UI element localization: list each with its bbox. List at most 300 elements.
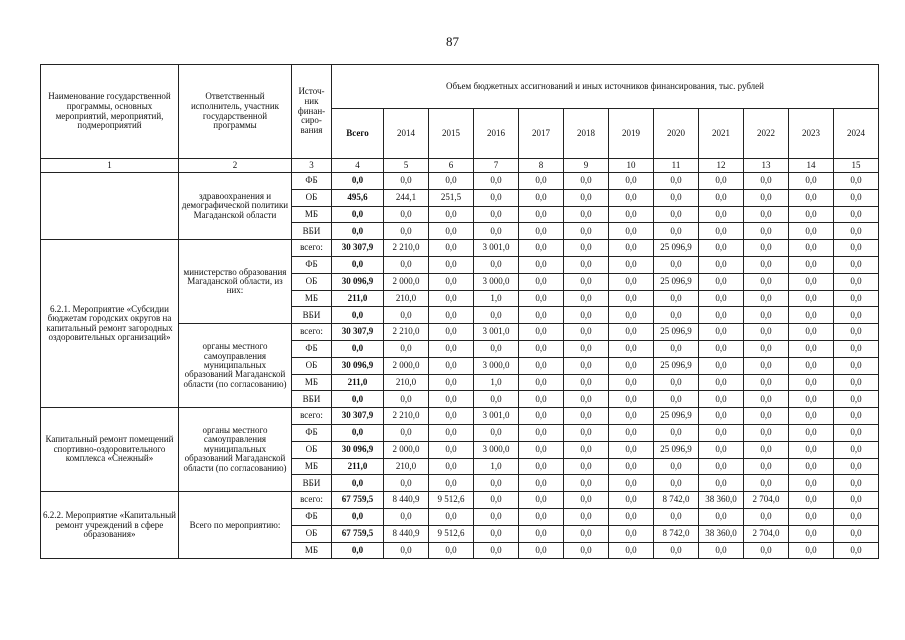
- year-value-cell: 0,0: [654, 391, 699, 408]
- year-value-cell: 2 000,0: [384, 273, 429, 290]
- year-value-cell: 0,0: [474, 307, 519, 324]
- year-value-cell: 0,0: [519, 508, 564, 525]
- year-value-cell: 0,0: [789, 492, 834, 509]
- year-value-cell: 0,0: [384, 173, 429, 190]
- total-value-cell: 30 307,9: [332, 324, 384, 341]
- year-value-cell: 0,0: [834, 508, 879, 525]
- year-value-cell: 0,0: [789, 508, 834, 525]
- header-year: 2014: [384, 109, 429, 159]
- year-value-cell: 0,0: [789, 273, 834, 290]
- year-value-cell: 0,0: [654, 189, 699, 206]
- year-value-cell: 0,0: [789, 525, 834, 542]
- year-value-cell: 0,0: [564, 408, 609, 425]
- year-value-cell: 0,0: [384, 340, 429, 357]
- year-value-cell: 25 096,9: [654, 240, 699, 257]
- year-value-cell: 0,0: [429, 391, 474, 408]
- year-value-cell: 0,0: [384, 424, 429, 441]
- header-year: 2023: [789, 109, 834, 159]
- year-value-cell: 0,0: [834, 307, 879, 324]
- year-value-cell: 0,0: [744, 290, 789, 307]
- year-value-cell: 0,0: [744, 508, 789, 525]
- year-value-cell: 0,0: [789, 408, 834, 425]
- year-value-cell: 0,0: [699, 240, 744, 257]
- year-value-cell: 2 210,0: [384, 240, 429, 257]
- year-value-cell: 0,0: [744, 307, 789, 324]
- year-value-cell: 0,0: [699, 508, 744, 525]
- year-value-cell: 0,0: [429, 206, 474, 223]
- year-value-cell: 0,0: [519, 240, 564, 257]
- year-value-cell: 0,0: [519, 223, 564, 240]
- col-number: 1: [41, 159, 179, 173]
- year-value-cell: 3 001,0: [474, 240, 519, 257]
- year-value-cell: 38 360,0: [699, 525, 744, 542]
- year-value-cell: 0,0: [789, 374, 834, 391]
- year-value-cell: 2 000,0: [384, 441, 429, 458]
- year-value-cell: 0,0: [519, 307, 564, 324]
- year-value-cell: 0,0: [744, 273, 789, 290]
- year-value-cell: 0,0: [564, 324, 609, 341]
- year-value-cell: 0,0: [789, 307, 834, 324]
- year-value-cell: 0,0: [384, 256, 429, 273]
- year-value-cell: 0,0: [834, 408, 879, 425]
- col-number: 15: [834, 159, 879, 173]
- year-value-cell: 3 000,0: [474, 273, 519, 290]
- year-value-cell: 0,0: [744, 189, 789, 206]
- total-value-cell: 30 096,9: [332, 357, 384, 374]
- year-value-cell: 0,0: [609, 391, 654, 408]
- year-value-cell: 8 742,0: [654, 525, 699, 542]
- year-value-cell: 0,0: [474, 475, 519, 492]
- year-value-cell: 0,0: [429, 307, 474, 324]
- year-value-cell: 0,0: [654, 458, 699, 475]
- header-year: 2021: [699, 109, 744, 159]
- header-source: Источ-ник финан-сиро-вания: [292, 65, 332, 159]
- year-value-cell: 0,0: [789, 441, 834, 458]
- col-number: 2: [179, 159, 292, 173]
- year-value-cell: 0,0: [834, 374, 879, 391]
- year-value-cell: 0,0: [609, 256, 654, 273]
- year-value-cell: 0,0: [384, 542, 429, 559]
- year-value-cell: 0,0: [699, 458, 744, 475]
- year-value-cell: 0,0: [564, 525, 609, 542]
- year-value-cell: 0,0: [474, 542, 519, 559]
- total-value-cell: 211,0: [332, 458, 384, 475]
- year-value-cell: 0,0: [834, 273, 879, 290]
- year-value-cell: 25 096,9: [654, 324, 699, 341]
- total-value-cell: 30 307,9: [332, 240, 384, 257]
- year-value-cell: 0,0: [519, 256, 564, 273]
- table-row: [41, 492, 879, 509]
- source-cell: ВБИ: [292, 391, 332, 408]
- year-value-cell: 0,0: [609, 508, 654, 525]
- col-number: 11: [654, 159, 699, 173]
- header-year: 2016: [474, 109, 519, 159]
- year-value-cell: 0,0: [564, 492, 609, 509]
- year-value-cell: 0,0: [834, 206, 879, 223]
- year-value-cell: 0,0: [699, 223, 744, 240]
- total-value-cell: 0,0: [332, 340, 384, 357]
- year-value-cell: 25 096,9: [654, 273, 699, 290]
- source-cell: ОБ: [292, 357, 332, 374]
- source-cell: ФБ: [292, 173, 332, 190]
- col-number: 3: [292, 159, 332, 173]
- total-value-cell: 0,0: [332, 223, 384, 240]
- source-cell: всего:: [292, 240, 332, 257]
- year-value-cell: 0,0: [429, 458, 474, 475]
- col-number: 5: [384, 159, 429, 173]
- year-value-cell: 0,0: [834, 240, 879, 257]
- year-value-cell: 0,0: [474, 256, 519, 273]
- year-value-cell: 0,0: [609, 475, 654, 492]
- year-value-cell: 0,0: [564, 189, 609, 206]
- year-value-cell: 0,0: [789, 189, 834, 206]
- year-value-cell: 0,0: [834, 340, 879, 357]
- year-value-cell: 0,0: [654, 508, 699, 525]
- source-cell: ФБ: [292, 340, 332, 357]
- year-value-cell: 0,0: [834, 424, 879, 441]
- year-value-cell: 0,0: [654, 340, 699, 357]
- year-value-cell: 0,0: [789, 391, 834, 408]
- year-value-cell: 0,0: [699, 441, 744, 458]
- year-value-cell: 0,0: [429, 290, 474, 307]
- year-value-cell: 0,0: [654, 542, 699, 559]
- year-value-cell: 0,0: [699, 340, 744, 357]
- year-value-cell: 0,0: [744, 357, 789, 374]
- year-value-cell: 0,0: [789, 290, 834, 307]
- year-value-cell: 0,0: [519, 441, 564, 458]
- year-value-cell: 0,0: [744, 458, 789, 475]
- year-value-cell: 0,0: [699, 475, 744, 492]
- source-cell: ФБ: [292, 508, 332, 525]
- year-value-cell: 0,0: [384, 206, 429, 223]
- source-cell: МБ: [292, 374, 332, 391]
- year-value-cell: 0,0: [834, 357, 879, 374]
- year-value-cell: 0,0: [384, 508, 429, 525]
- year-value-cell: 0,0: [609, 173, 654, 190]
- year-value-cell: 0,0: [564, 273, 609, 290]
- year-value-cell: 0,0: [789, 324, 834, 341]
- col-number: 14: [789, 159, 834, 173]
- year-value-cell: 0,0: [789, 173, 834, 190]
- year-value-cell: 0,0: [474, 492, 519, 509]
- year-value-cell: 0,0: [519, 273, 564, 290]
- year-value-cell: 0,0: [609, 424, 654, 441]
- year-value-cell: 0,0: [564, 206, 609, 223]
- year-value-cell: 0,0: [699, 357, 744, 374]
- program-name-cell: 6.2.1. Мероприятие «Субсидии бюджетам городских округов на капитальный ремонт загородных оздоровительных организаций»: [41, 240, 179, 408]
- page-number: 87: [446, 34, 459, 49]
- year-value-cell: 0,0: [789, 475, 834, 492]
- source-cell: ВБИ: [292, 223, 332, 240]
- program-name-cell: 6.2.2. Мероприятие «Капитальный ремонт учреждений в сфере образования»: [41, 492, 179, 559]
- total-value-cell: 0,0: [332, 307, 384, 324]
- year-value-cell: 0,0: [789, 206, 834, 223]
- total-value-cell: 0,0: [332, 256, 384, 273]
- year-value-cell: 1,0: [474, 290, 519, 307]
- year-value-cell: 0,0: [789, 223, 834, 240]
- col-number: 13: [744, 159, 789, 173]
- year-value-cell: 210,0: [384, 374, 429, 391]
- year-value-cell: 3 001,0: [474, 324, 519, 341]
- year-value-cell: 0,0: [744, 441, 789, 458]
- header-year: 2024: [834, 109, 879, 159]
- header-year: 2022: [744, 109, 789, 159]
- year-value-cell: 2 704,0: [744, 525, 789, 542]
- header-total: Всего: [332, 109, 384, 159]
- year-value-cell: 0,0: [609, 357, 654, 374]
- year-value-cell: 0,0: [834, 492, 879, 509]
- year-value-cell: 3 000,0: [474, 441, 519, 458]
- year-value-cell: 0,0: [429, 173, 474, 190]
- source-cell: ОБ: [292, 273, 332, 290]
- year-value-cell: 0,0: [699, 189, 744, 206]
- year-value-cell: 0,0: [744, 542, 789, 559]
- year-value-cell: 0,0: [744, 475, 789, 492]
- year-value-cell: 0,0: [564, 307, 609, 324]
- year-value-cell: 0,0: [654, 424, 699, 441]
- year-value-cell: 0,0: [429, 273, 474, 290]
- year-value-cell: 3 001,0: [474, 408, 519, 425]
- year-value-cell: 0,0: [789, 424, 834, 441]
- year-value-cell: 0,0: [789, 256, 834, 273]
- year-value-cell: 0,0: [834, 542, 879, 559]
- program-name-cell: Капитальный ремонт помещений спортивно-оздоровительного комплекса «Снежный»: [41, 408, 179, 492]
- year-value-cell: 0,0: [834, 391, 879, 408]
- year-value-cell: 0,0: [654, 206, 699, 223]
- year-value-cell: 0,0: [609, 324, 654, 341]
- source-cell: всего:: [292, 408, 332, 425]
- year-value-cell: 0,0: [609, 307, 654, 324]
- year-value-cell: 0,0: [564, 391, 609, 408]
- source-cell: ОБ: [292, 525, 332, 542]
- year-value-cell: 0,0: [429, 240, 474, 257]
- total-value-cell: 211,0: [332, 374, 384, 391]
- year-value-cell: 2 000,0: [384, 357, 429, 374]
- year-value-cell: 0,0: [834, 324, 879, 341]
- year-value-cell: 210,0: [384, 458, 429, 475]
- year-value-cell: 0,0: [654, 256, 699, 273]
- header-responsible: Ответственный исполнитель, участник государственной программы: [179, 65, 292, 159]
- year-value-cell: 0,0: [744, 424, 789, 441]
- year-value-cell: 0,0: [789, 357, 834, 374]
- source-cell: МБ: [292, 542, 332, 559]
- year-value-cell: 0,0: [564, 508, 609, 525]
- total-value-cell: 0,0: [332, 475, 384, 492]
- source-cell: МБ: [292, 458, 332, 475]
- year-value-cell: 0,0: [609, 374, 654, 391]
- source-cell: ВБИ: [292, 307, 332, 324]
- program-name-cell: [41, 173, 179, 240]
- year-value-cell: 0,0: [429, 441, 474, 458]
- year-value-cell: 0,0: [564, 290, 609, 307]
- total-value-cell: 0,0: [332, 391, 384, 408]
- year-value-cell: 3 000,0: [474, 357, 519, 374]
- responsible-cell: Всего по мероприятию:: [179, 492, 292, 559]
- responsible-cell: органы местного самоуправления муниципальных образований Магаданской области (по согласованию): [179, 324, 292, 408]
- year-value-cell: 25 096,9: [654, 441, 699, 458]
- table-row: [41, 408, 879, 425]
- source-cell: всего:: [292, 492, 332, 509]
- year-value-cell: 0,0: [744, 256, 789, 273]
- source-cell: ОБ: [292, 441, 332, 458]
- year-value-cell: 0,0: [519, 424, 564, 441]
- year-value-cell: 0,0: [744, 340, 789, 357]
- col-number: 6: [429, 159, 474, 173]
- year-value-cell: 0,0: [474, 525, 519, 542]
- year-value-cell: 0,0: [519, 357, 564, 374]
- year-value-cell: 0,0: [834, 256, 879, 273]
- total-value-cell: 30 096,9: [332, 273, 384, 290]
- table-row: [41, 240, 879, 257]
- responsible-cell: здравоохранения и демографической политики Магаданской области: [179, 173, 292, 240]
- year-value-cell: 0,0: [564, 458, 609, 475]
- year-value-cell: 0,0: [564, 542, 609, 559]
- year-value-cell: 0,0: [789, 240, 834, 257]
- year-value-cell: 0,0: [609, 223, 654, 240]
- year-value-cell: 0,0: [429, 508, 474, 525]
- year-value-cell: 0,0: [519, 458, 564, 475]
- total-value-cell: 30 307,9: [332, 408, 384, 425]
- total-value-cell: 0,0: [332, 173, 384, 190]
- year-value-cell: 0,0: [609, 290, 654, 307]
- year-value-cell: 0,0: [519, 408, 564, 425]
- year-value-cell: 0,0: [834, 189, 879, 206]
- header-volume: Объем бюджетных ассигнований и иных источников финансирования, тыс. рублей: [332, 65, 879, 109]
- total-value-cell: 0,0: [332, 542, 384, 559]
- year-value-cell: 0,0: [834, 290, 879, 307]
- year-value-cell: 0,0: [519, 542, 564, 559]
- year-value-cell: 0,0: [519, 206, 564, 223]
- year-value-cell: 0,0: [609, 458, 654, 475]
- year-value-cell: 0,0: [384, 475, 429, 492]
- header-year: 2017: [519, 109, 564, 159]
- year-value-cell: 0,0: [699, 391, 744, 408]
- year-value-cell: 0,0: [654, 290, 699, 307]
- year-value-cell: 38 360,0: [699, 492, 744, 509]
- year-value-cell: 0,0: [474, 189, 519, 206]
- year-value-cell: 0,0: [564, 240, 609, 257]
- year-value-cell: 0,0: [699, 290, 744, 307]
- year-value-cell: 0,0: [699, 324, 744, 341]
- col-number: 10: [609, 159, 654, 173]
- year-value-cell: 0,0: [834, 173, 879, 190]
- col-number: 4: [332, 159, 384, 173]
- header-year: 2018: [564, 109, 609, 159]
- year-value-cell: 25 096,9: [654, 408, 699, 425]
- year-value-cell: 0,0: [744, 173, 789, 190]
- financing-table: [40, 64, 879, 559]
- year-value-cell: 0,0: [384, 223, 429, 240]
- total-value-cell: 495,6: [332, 189, 384, 206]
- year-value-cell: 0,0: [789, 458, 834, 475]
- year-value-cell: 0,0: [564, 475, 609, 492]
- source-cell: МБ: [292, 290, 332, 307]
- table-body: [41, 173, 879, 559]
- year-value-cell: 2 210,0: [384, 408, 429, 425]
- table-row: [41, 173, 879, 190]
- year-value-cell: 0,0: [564, 357, 609, 374]
- year-value-cell: 0,0: [519, 525, 564, 542]
- year-value-cell: 0,0: [699, 307, 744, 324]
- year-value-cell: 0,0: [699, 408, 744, 425]
- year-value-cell: 0,0: [474, 340, 519, 357]
- year-value-cell: 0,0: [474, 391, 519, 408]
- year-value-cell: 0,0: [519, 391, 564, 408]
- year-value-cell: 0,0: [744, 374, 789, 391]
- year-value-cell: 0,0: [429, 374, 474, 391]
- year-value-cell: 0,0: [789, 542, 834, 559]
- year-value-cell: 0,0: [519, 374, 564, 391]
- year-value-cell: 0,0: [609, 206, 654, 223]
- col-number: 8: [519, 159, 564, 173]
- year-value-cell: 0,0: [429, 256, 474, 273]
- year-value-cell: 0,0: [429, 324, 474, 341]
- year-value-cell: 0,0: [834, 441, 879, 458]
- year-value-cell: 0,0: [474, 206, 519, 223]
- total-value-cell: 67 759,5: [332, 492, 384, 509]
- year-value-cell: 0,0: [429, 408, 474, 425]
- year-value-cell: 0,0: [744, 391, 789, 408]
- year-value-cell: 0,0: [699, 173, 744, 190]
- year-value-cell: 0,0: [564, 374, 609, 391]
- year-value-cell: 244,1: [384, 189, 429, 206]
- year-value-cell: 0,0: [654, 475, 699, 492]
- col-number: 12: [699, 159, 744, 173]
- year-value-cell: 25 096,9: [654, 357, 699, 374]
- header-year: 2020: [654, 109, 699, 159]
- year-value-cell: 0,0: [519, 324, 564, 341]
- source-cell: МБ: [292, 206, 332, 223]
- year-value-cell: 2 704,0: [744, 492, 789, 509]
- year-value-cell: 0,0: [834, 475, 879, 492]
- year-value-cell: 0,0: [744, 324, 789, 341]
- year-value-cell: 0,0: [609, 240, 654, 257]
- year-value-cell: 0,0: [474, 173, 519, 190]
- year-value-cell: 251,5: [429, 189, 474, 206]
- total-value-cell: 0,0: [332, 424, 384, 441]
- year-value-cell: 210,0: [384, 290, 429, 307]
- year-value-cell: 1,0: [474, 374, 519, 391]
- header-year: 2015: [429, 109, 474, 159]
- year-value-cell: 0,0: [384, 391, 429, 408]
- source-cell: ФБ: [292, 424, 332, 441]
- year-value-cell: 0,0: [789, 340, 834, 357]
- year-value-cell: 0,0: [609, 525, 654, 542]
- year-value-cell: 1,0: [474, 458, 519, 475]
- year-value-cell: 9 512,6: [429, 492, 474, 509]
- year-value-cell: 0,0: [564, 256, 609, 273]
- year-value-cell: 0,0: [609, 189, 654, 206]
- year-value-cell: 2 210,0: [384, 324, 429, 341]
- year-value-cell: 0,0: [744, 240, 789, 257]
- year-value-cell: 0,0: [744, 223, 789, 240]
- year-value-cell: 0,0: [519, 290, 564, 307]
- year-value-cell: 0,0: [654, 307, 699, 324]
- year-value-cell: 0,0: [609, 441, 654, 458]
- col-number: 9: [564, 159, 609, 173]
- year-value-cell: 0,0: [609, 492, 654, 509]
- year-value-cell: 0,0: [744, 206, 789, 223]
- year-value-cell: 0,0: [564, 340, 609, 357]
- source-cell: ФБ: [292, 256, 332, 273]
- year-value-cell: 0,0: [429, 424, 474, 441]
- year-value-cell: 0,0: [699, 424, 744, 441]
- total-value-cell: 0,0: [332, 206, 384, 223]
- year-value-cell: 0,0: [519, 189, 564, 206]
- total-value-cell: 0,0: [332, 508, 384, 525]
- year-value-cell: 0,0: [834, 458, 879, 475]
- year-value-cell: 0,0: [609, 542, 654, 559]
